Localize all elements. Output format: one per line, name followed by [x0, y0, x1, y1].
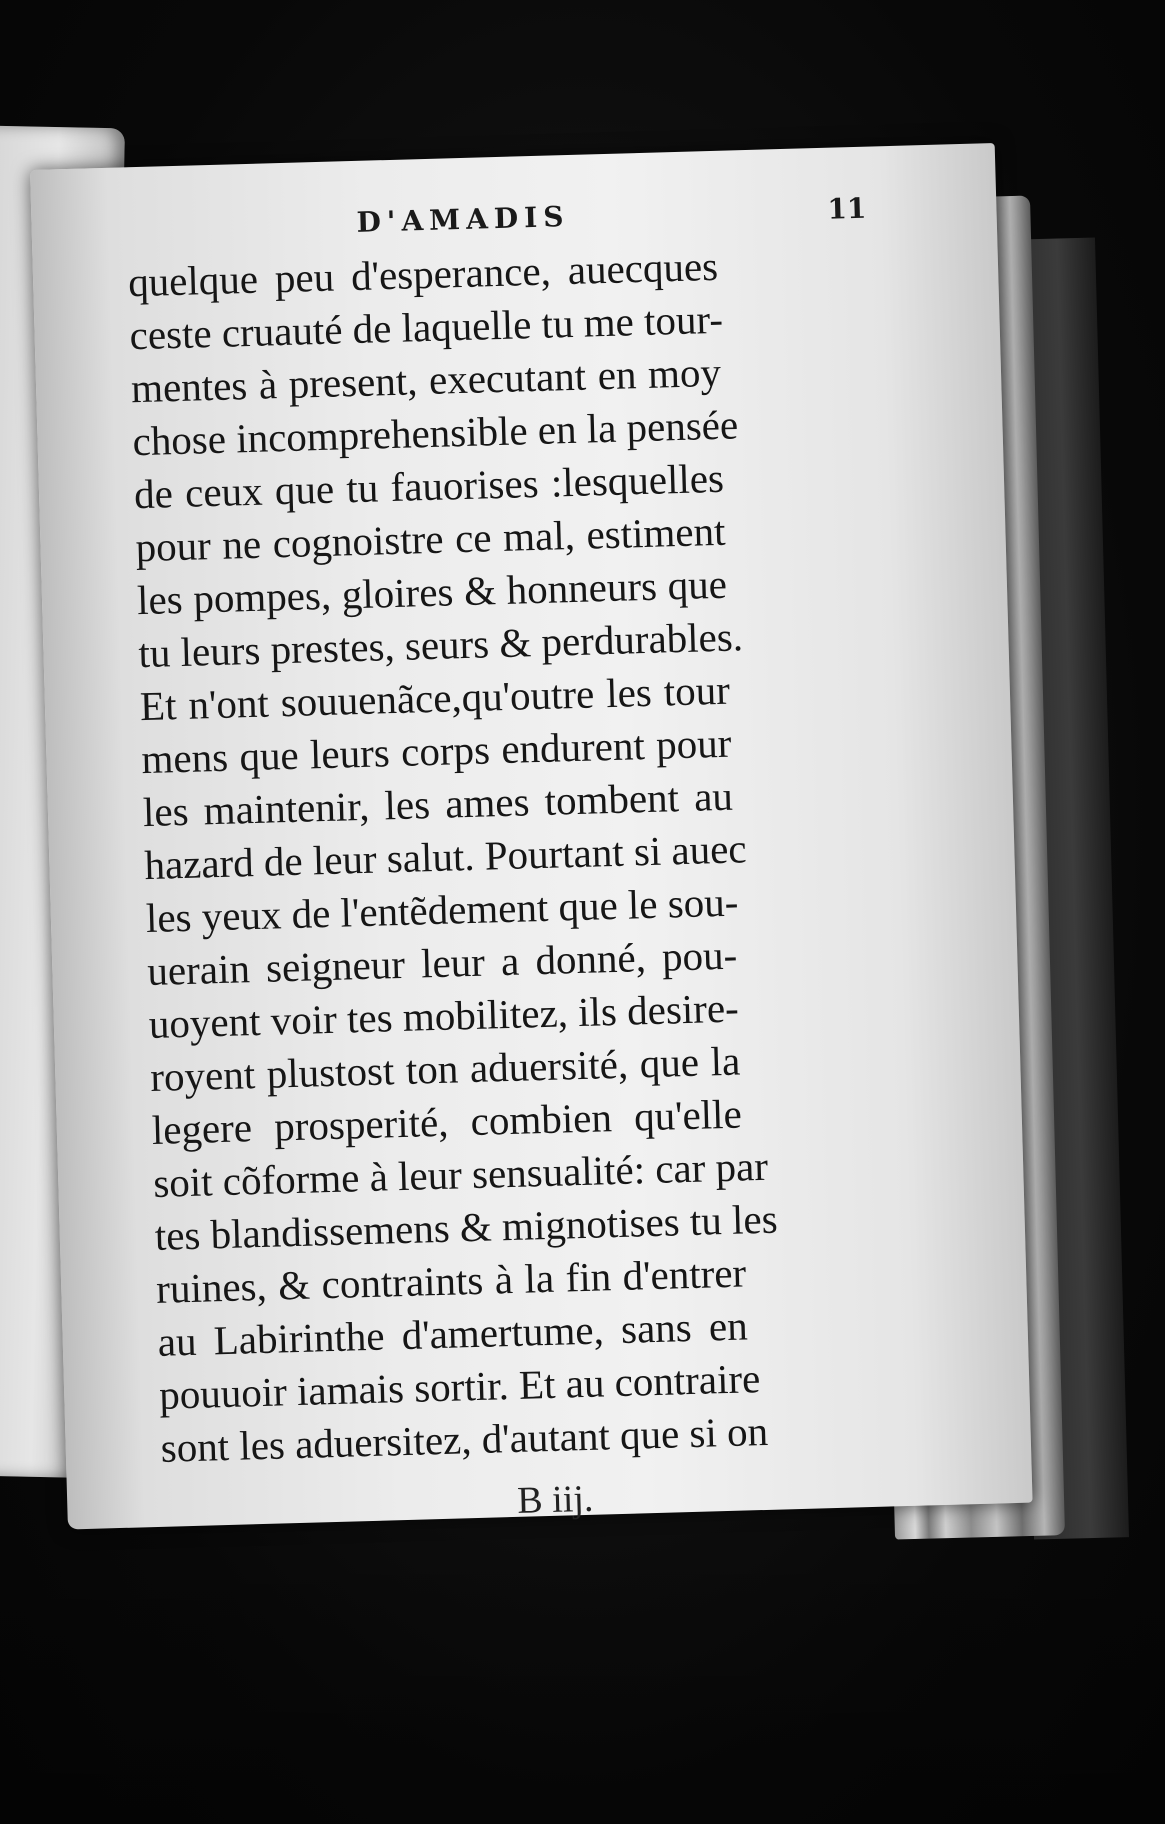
- right-page: [30, 143, 1033, 1529]
- text-line: mens que leurs corps endurent pour: [140, 719, 732, 783]
- text-line: chose incomprehensible en la pensée: [131, 401, 739, 465]
- text-line: hazard de leur salut. Pourtant si auec: [143, 825, 748, 889]
- text-line: les yeux de l'entẽdement que le sou-: [145, 878, 739, 942]
- text-line: sont les aduersitez, d'autant que si on: [160, 1407, 769, 1471]
- text-line: tu leurs prestes, seurs & perdurables.: [137, 613, 744, 677]
- page-number: 11: [826, 191, 867, 226]
- running-head-title: D'AMADIS: [356, 199, 570, 239]
- text-line: pour ne cognoistre ce mal, estiment: [134, 507, 726, 571]
- background-shadow: [0, 1530, 1165, 1824]
- text-line: soit cõforme à leur sensualité: car par: [152, 1142, 769, 1206]
- text-line: uoyent voir tes mobilitez, ils desire-: [148, 984, 740, 1048]
- text-line: ceste cruauté de laquelle tu me tour-: [129, 295, 724, 359]
- text-area: [126, 192, 883, 1533]
- text-line: ruines, & contraints à la fin d'entrer: [155, 1249, 747, 1312]
- body-text: [127, 236, 881, 1475]
- text-line: de ceux que tu fauorises :lesquelles: [133, 454, 725, 518]
- text-line: legere prosperité, combien qu'elle: [151, 1090, 743, 1153]
- text-line: pouuoir iamais sortir. Et au contraire: [158, 1355, 761, 1418]
- text-line: Et n'ont souuenãce,qu'outre les tour: [139, 666, 731, 730]
- text-line: les pompes, gloires & honneurs que: [136, 560, 728, 624]
- text-line: royent plustost ton aduersité, que la: [149, 1037, 741, 1100]
- text-line: tes blandissemens & mignotises tu les: [154, 1195, 779, 1259]
- text-line: au Labirinthe d'amertume, sans en: [157, 1302, 749, 1365]
- signature-mark: B iij.: [516, 1477, 594, 1522]
- text-line: uerain seigneur leur a donné, pou-: [146, 931, 738, 995]
- text-line: quelque peu d'esperance, auecques: [127, 242, 719, 306]
- text-line: les maintenir, les ames tombent au: [142, 772, 734, 836]
- text-line: mentes à present, executant en moy: [130, 348, 722, 412]
